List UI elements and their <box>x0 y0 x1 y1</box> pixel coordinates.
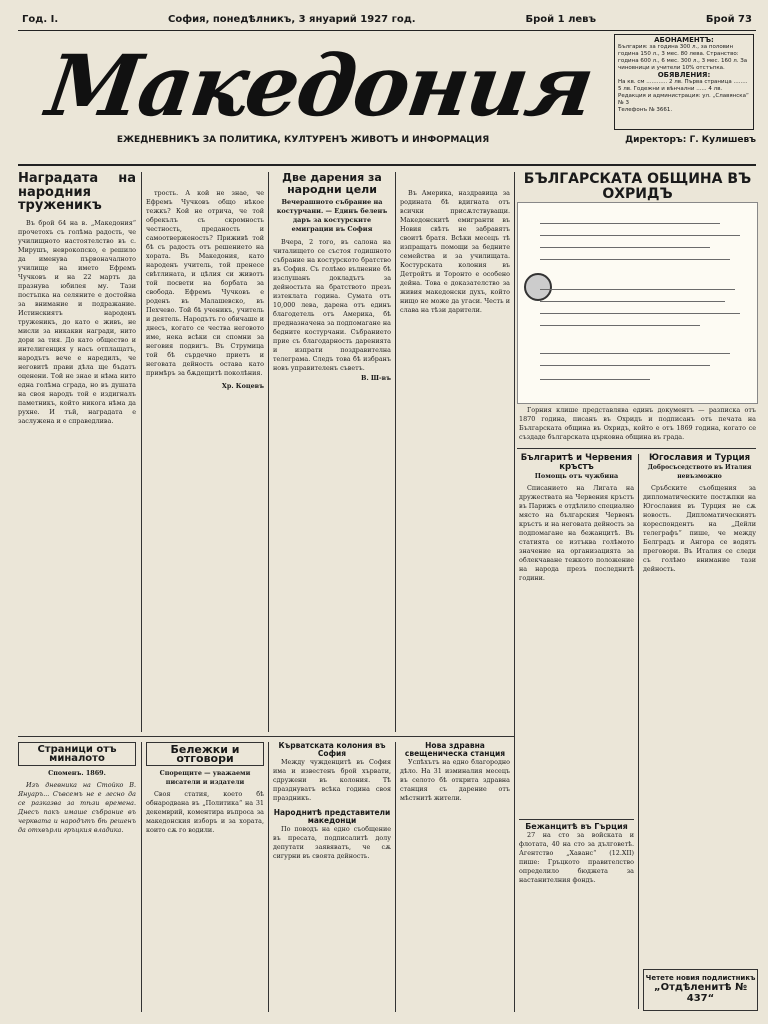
newspaper-title: Македония <box>41 36 599 135</box>
issue-label: Брой 73 <box>705 14 752 25</box>
serial-name: „Отдѣленитѣ № 437“ <box>654 982 747 1004</box>
article-headline: Наградата на народния труженикъ <box>18 171 136 214</box>
article-past <box>18 742 136 1012</box>
column-divider <box>141 742 142 1012</box>
column-divider <box>514 172 515 562</box>
article-subheadline: Вечерашното събрание на костурчани. — Единъ беленъ даръ за костурските емиграции въ София <box>276 198 388 234</box>
phone-text: Телефонъ № 3661. <box>618 107 673 113</box>
article-headline: Българитѣ и Червения кръстъ <box>520 453 633 472</box>
article-col7 <box>643 454 756 914</box>
year-label: Год. I. <box>22 14 59 25</box>
header-line <box>18 14 756 31</box>
article-col3 <box>273 172 391 612</box>
article-text: Своя статия, което бѣ обнародвана въ „Политика“ на 31 декемврий, коментира въпроса за македонския изборъ и за хората, които сѫ го водили. <box>146 790 264 834</box>
ads-text: На кв. см ............ 2 лв. Първа страница ........ 5 лв. Годежни и вѣнчални ...... 4 лв. <box>618 79 748 92</box>
column-divider <box>514 562 515 1012</box>
article-subheadline: Добросъседството въ Италия невъзможно <box>647 463 752 480</box>
article-subheadline: Спорещите — уважаеми писатели и издатели <box>159 769 251 786</box>
article-text: Списанието на Лигата на дружествата на Червения кръстъ въ Парижъ е отдѣлило специално място на българския Червенъ кръстъ и на неговата дейность за подпомагане на бежанцитѣ. Въ статията се изтъква голѣмото значение на организацията за облекчаване тежкото положение на народа презъ последнитѣ години. <box>519 483 634 582</box>
column-divider <box>141 172 142 732</box>
caption-text: Горния клише представлява единъ документъ — разписка отъ 1870 година, писанъ въ Охридъ и подписанъ отъ печата на Българската община въ Охридъ, който е отъ 1869 година, когато се създаде българската църковна община въ града. <box>519 406 756 441</box>
article-headline: Бежанцитѣ въ Гърция <box>525 822 628 831</box>
article-headline: БЪЛГАРСКАТА ОБЩИНА ВЪ ОХРИДЪ <box>523 171 752 202</box>
info-box <box>614 34 754 130</box>
article-headline: Две дарения за народни цели <box>282 171 382 196</box>
document-image <box>517 202 758 404</box>
article-ohrid <box>519 172 756 202</box>
column-divider <box>268 172 269 732</box>
seal-icon <box>524 273 552 301</box>
address-text: Редакция и администрация: ул. „Славянска“ № 3 <box>618 93 749 106</box>
article-text: По поводъ на едно съобщение въ пресата, подписалитѣ долу депутати заявяватъ, че сѫ сигурни въ своята дейность. <box>273 824 391 860</box>
price-label: Брой 1 левъ <box>525 14 597 25</box>
masthead <box>18 32 756 162</box>
article-refugees <box>519 819 634 1013</box>
subscriptions-title: АБОНАМЕНТЪ: <box>654 36 714 44</box>
article-health <box>400 742 510 1012</box>
article-headline: Страници отъ миналото <box>18 742 136 766</box>
article-club <box>273 742 391 1012</box>
place-date: София, понедѣлникъ, 3 януарий 1927 год. <box>168 14 416 25</box>
subscriptions-text: България: за година 300 л., за половин година 150 л., 3 мес. 80 лева. Странство: година 600 л., 6 мес. 300 л., 3 мес. 160 л. За чиновници и учители 10% отстъпка. <box>618 44 748 71</box>
serial-box <box>643 969 758 1011</box>
masthead-rule <box>18 164 756 166</box>
director-label: Директоръ: Г. Кулишевъ <box>625 135 756 145</box>
article-col6 <box>519 454 634 734</box>
article-text: Изъ дневника на Стойко В. Януаръ... Съвсемъ не е лесно да се разказва за тѣзи времена. Днесъ пакъ имаше събрание въ черквата и народътъ бѣ решенъ да отхвърли гръцкия владика. <box>18 781 136 834</box>
article-headline: Кърватската колония въ София <box>278 741 386 758</box>
article-col2 <box>146 189 264 732</box>
article-text: Успѣхътъ на едно благородно дѣло. На 31 изминалия месецъ въ селото бѣ открита здравна станция съ дарение отъ мѣстнитѣ жители. <box>400 757 510 802</box>
column-divider <box>638 454 639 1009</box>
article-signature: В. Ш-въ <box>361 374 391 383</box>
article-subheadline: Помощь отъ чужбина <box>534 471 619 480</box>
article-text: Вчера, 2 того, въ салона на читалището се състоя годишното събрание на костурското братство въ София. Съ голѣмо вълнение бѣ изслушанъ докладътъ за дейностьта на братството презъ изтеклата година. Сумата отъ 10,000 лева, дарена отъ единъ благодетель отъ Америка, бѣ предназначена за подпомагане на бедните костурчани. Събранието прие съ благодарность даренията и изпрати поздравителна телеграма. Следъ това бѣ избранъ новъ управителенъ съветъ. <box>273 238 391 373</box>
serial-title: Четете новия подлистникъ <box>645 974 756 982</box>
article-col1 <box>18 172 136 732</box>
article-text: Между чужденцитѣ въ София има и известенъ брой хървати, сдружени въ колония. Тѣ празднуватъ всѣка година своя праздникъ. <box>273 757 391 802</box>
article-col4 <box>400 189 510 609</box>
article-headline: Народнитѣ представители македонци <box>273 807 391 825</box>
newspaper-subtitle: ЕЖЕДНЕВНИКЪ ЗА ПОЛИТИКА, КУЛТУРЕНЪ ЖИВОТЪ И ИНФОРМАЦИЯ <box>116 135 490 145</box>
column-divider <box>268 742 269 1012</box>
column-divider <box>395 172 396 732</box>
newspaper-page <box>18 14 756 1014</box>
article-text: Сръбските съобщения за дипломатическите постѫпки на Югославия въ Турция не сѫ новость. Дипломатическиятъ кореспондентъ на „Дейли телеграфъ“ пише, че между Белградъ и Ангора се водятъ преговори. Въ Италия се следи съ голѣмо внимание тази дейность. <box>643 483 756 573</box>
article-signature: Хр. Коцевъ <box>221 382 264 390</box>
document-caption <box>519 406 756 446</box>
article-headline: Бележки и отговори <box>146 742 264 766</box>
article-text: 27 на сто за войската и флотата, 40 на сто за дълговетѣ. Агентство „Хаванс“ (12.XII) пише: Гръцкото правителство определило бюджета за настанителния фондъ. <box>519 831 634 885</box>
article-text: Въ брой 64 на в. „Македония“ прочетохъ съ голѣма радость, че училищното настоятелство въ с. Мирушъ, неврокопско, е решило да именува първоначалното училище на името Ефремъ Чучковъ и на 22 мартъ да празнува юбилея му. Тази постъпка на селяните е достойна за внимание и подражание. Истинскиятъ народенъ труженикъ, до като е живъ, не мисли за никакви награди, нито дори за тия. До като общество и интелигенция у насъ отплащатъ, народътъ вече е наредилъ, че неговитѣ прави дѣла ще бъдатъ оценени. Той не знае и нѣма нито една голѣма сграда, но въ душата на своя народъ той е издигналъ паметникъ, който никога нѣма да рухне. И тъй, наградата е заслужена и е справедлива. <box>18 218 136 425</box>
article-subheadline: Споменъ. 1869. <box>48 769 106 777</box>
column-divider <box>395 742 396 1012</box>
ads-title: ОБЯВЛЕНИЯ: <box>657 71 711 79</box>
article-headline: Югославия и Турция <box>648 453 751 463</box>
article-headline: Нова здравна свещеническа станция <box>404 741 506 758</box>
article-text: Въ Америка, наздравица за родината бѣ вдигната отъ всички присѫтствуващи. Македонскитѣ емигранти въ Новия свѣтъ не забравятъ своитѣ братя. Всѣки месецъ тѣ изпращатъ помощи за бедните семейства и за училищата. Костурската колония въ Детройтъ и Торонто е особено дейна. Това е доказателство за живия македонски духъ, който нищо не може да угаси. Честь и слава на тѣзи дарители. <box>400 189 510 314</box>
section-rule <box>18 736 514 737</box>
article-notes <box>146 742 264 1012</box>
section-rule <box>517 448 756 449</box>
article-text: трость. А кой не знае, че Ефремъ Чучковъ общо нѣкое тежкъ? Кой не отрича, че той обрекълъ съ скромность честность, преданость и самоотверженость? Приживѣ той бѣ съ радость отъ решението на хората. Въ Македония, като народенъ учитель, той пренесе свѣтлината, и цѣлия си животъ той посвети на борбата за свобода. Ефремъ Чучковъ е роденъ въ Малашевско, въ Пехчево. Той бѣ ученикъ, учитель и деятель. Народътъ го обичаше и днесъ, когато се чества неговото име, нека всѣки си спомни за неговия подвигъ. Въ Струмица той бѣ сърдечно приетъ и неговата дейность остава като примѣръ за бѫдещитѣ поколѣния. <box>146 189 264 377</box>
